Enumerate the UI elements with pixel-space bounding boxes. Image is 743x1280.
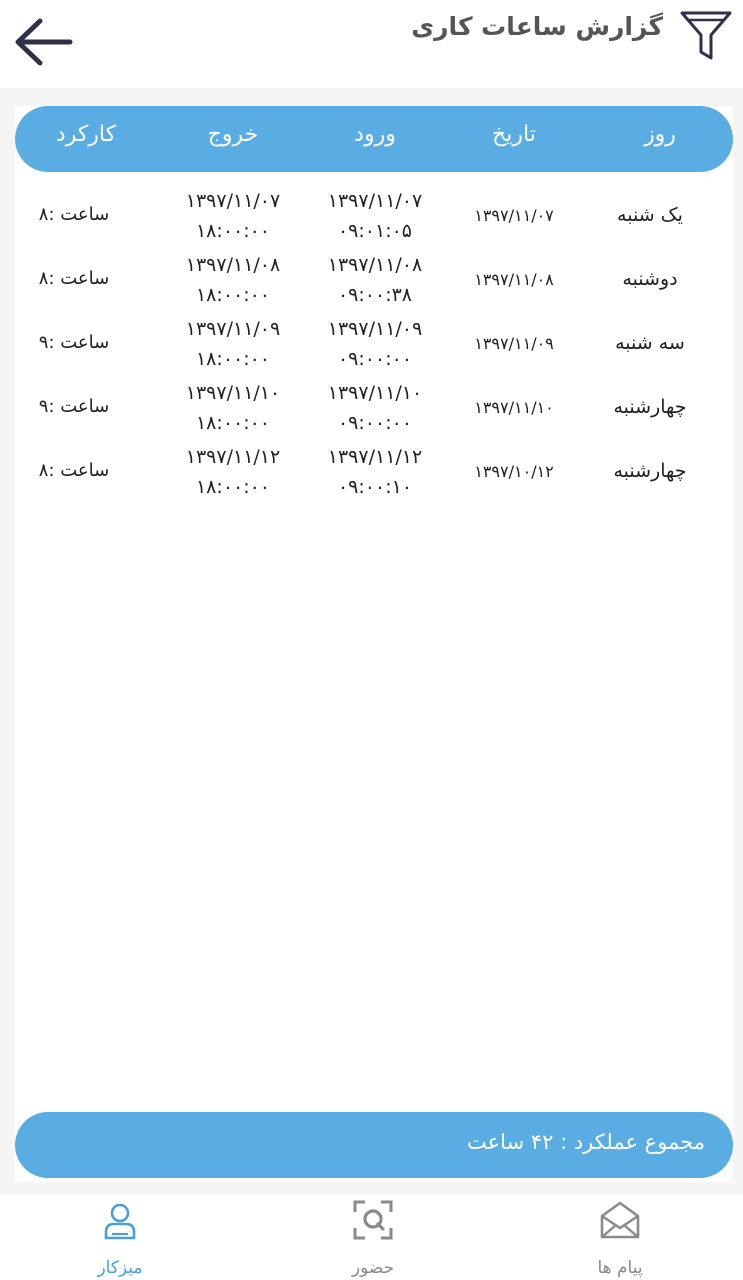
cell-exit xyxy=(168,378,298,438)
exit-date: ۱۳۹۷/۱۱/۰۹ xyxy=(185,318,281,340)
cell-entry xyxy=(310,442,440,502)
cell-worked: ساعت :۸ xyxy=(38,204,110,225)
column-header-day: روز xyxy=(644,122,676,147)
cell-worked: ساعت :۹ xyxy=(38,396,110,417)
entry-date: ۱۳۹۷/۱۱/۰۹ xyxy=(327,318,423,340)
nav-label-dashboard: میزکار xyxy=(97,1258,143,1278)
exit-time: ۱۸:۰۰:۰۰ xyxy=(195,476,271,498)
exit-time: ۱۸:۰۰:۰۰ xyxy=(195,284,271,306)
cell-date: ۱۳۹۷/۱۰/۱۲ xyxy=(474,462,554,481)
nav-label-messages: پیام ها xyxy=(597,1258,643,1278)
nav-label-attendance: حضور xyxy=(351,1258,395,1278)
cell-entry xyxy=(310,186,440,246)
entry-time: ۰۹:۰۰:۱۰ xyxy=(337,476,413,498)
page-title: گزارش ساعات کاری xyxy=(411,12,663,41)
cell-day: چهارشنبه xyxy=(613,460,687,482)
cell-date: ۱۳۹۷/۱۱/۰۹ xyxy=(474,334,554,353)
cell-worked: ساعت :۹ xyxy=(38,332,110,353)
entry-time: ۰۹:۰۰:۰۰ xyxy=(337,412,413,434)
exit-date: ۱۳۹۷/۱۱/۱۰ xyxy=(185,382,281,404)
table-row[interactable] xyxy=(15,378,733,442)
cell-date: ۱۳۹۷/۱۱/۱۰ xyxy=(474,398,554,417)
column-header-worked: کارکرد xyxy=(55,122,117,147)
cell-exit xyxy=(168,186,298,246)
table-row[interactable] xyxy=(15,186,733,250)
entry-date: ۱۳۹۷/۱۱/۱۰ xyxy=(327,382,423,404)
nav-item-messages[interactable] xyxy=(560,1194,680,1280)
cell-day: چهارشنبه xyxy=(613,396,687,418)
entry-time: ۰۹:۰۰:۳۸ xyxy=(337,284,413,306)
back-button[interactable] xyxy=(10,14,76,70)
exit-date: ۱۳۹۷/۱۱/۰۸ xyxy=(185,254,281,276)
arrow-left-icon xyxy=(12,17,74,67)
entry-date: ۱۳۹۷/۱۱/۱۲ xyxy=(327,446,423,468)
entry-time: ۰۹:۰۰:۰۰ xyxy=(337,348,413,370)
nav-item-dashboard[interactable] xyxy=(60,1194,180,1280)
column-header-date: تاریخ xyxy=(492,122,536,147)
cell-worked: ساعت :۸ xyxy=(38,268,110,289)
cell-exit xyxy=(168,442,298,502)
entry-date: ۱۳۹۷/۱۱/۰۸ xyxy=(327,254,423,276)
summary-bar xyxy=(15,1112,733,1178)
exit-date: ۱۳۹۷/۱۱/۱۲ xyxy=(185,446,281,468)
cell-date: ۱۳۹۷/۱۱/۰۸ xyxy=(474,270,554,289)
table-row[interactable] xyxy=(15,442,733,506)
nav-item-attendance[interactable] xyxy=(313,1194,433,1280)
scan-icon xyxy=(353,1200,393,1240)
summary-text: مجموع عملکرد : ۴۲ ساعت xyxy=(467,1130,705,1154)
cell-entry xyxy=(310,314,440,374)
table-row[interactable] xyxy=(15,314,733,378)
table-row[interactable] xyxy=(15,250,733,314)
bottom-nav xyxy=(0,1194,743,1280)
entry-time: ۰۹:۰۱:۰۵ xyxy=(337,220,413,242)
table-header xyxy=(15,106,733,172)
exit-time: ۱۸:۰۰:۰۰ xyxy=(195,412,271,434)
top-bar xyxy=(0,0,743,88)
user-icon xyxy=(100,1200,140,1240)
cell-entry xyxy=(310,250,440,310)
column-header-entry: ورود xyxy=(354,122,396,147)
exit-date: ۱۳۹۷/۱۱/۰۷ xyxy=(185,190,281,212)
filter-button[interactable] xyxy=(677,6,735,64)
filter-icon xyxy=(679,8,733,62)
envelope-icon xyxy=(600,1200,640,1240)
cell-exit xyxy=(168,314,298,374)
cell-exit xyxy=(168,250,298,310)
cell-day: سه شنبه xyxy=(615,332,685,354)
exit-time: ۱۸:۰۰:۰۰ xyxy=(195,220,271,242)
column-header-exit: خروج xyxy=(207,122,259,147)
cell-day: دوشنبه xyxy=(622,268,678,290)
cell-date: ۱۳۹۷/۱۱/۰۷ xyxy=(474,206,554,225)
entry-date: ۱۳۹۷/۱۱/۰۷ xyxy=(327,190,423,212)
cell-day: یک شنبه xyxy=(617,204,683,226)
exit-time: ۱۸:۰۰:۰۰ xyxy=(195,348,271,370)
cell-entry xyxy=(310,378,440,438)
cell-worked: ساعت :۸ xyxy=(38,460,110,481)
